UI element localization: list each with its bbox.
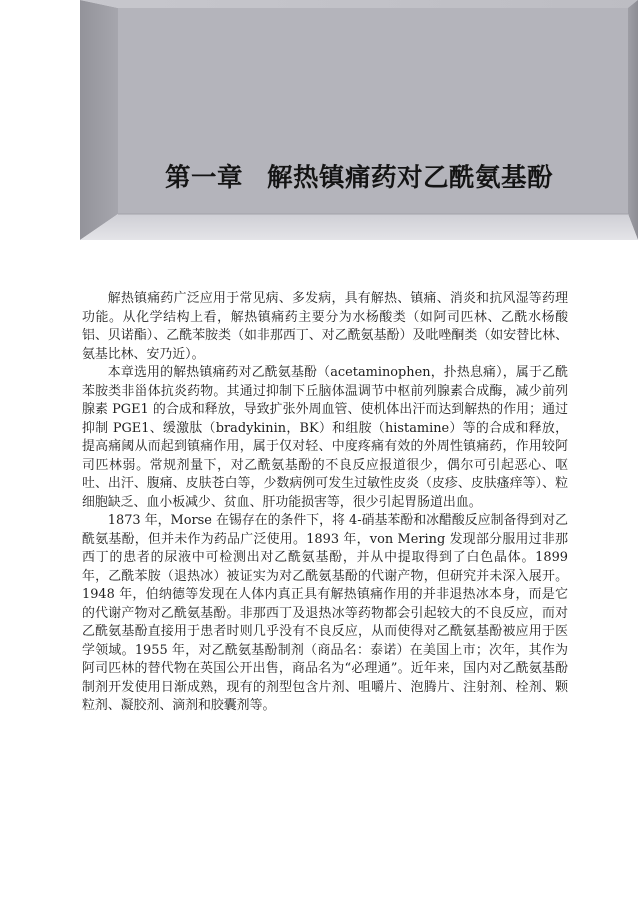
paragraph: 1873 年，Morse 在锡存在的条件下，将 4-硝基苯酚和冰醋酸反应制备得到对乙酰氨基酚，但并未作为药品广泛使用。1893 年，von Mering 发现部分服用过非那西丁的患者的尿液中可检测出对乙酰氨基酚，并从中提取得到了白色晶体。1899 年，乙酰苯胺（退热冰）被证实为对乙酰氨基酚的代谢产物，但研究并未深入展开。1948 年，伯纳德等发现在人体内真正具有解热镇痛作用的并非退热冰本身，而是它的代谢产物对乙酰氨基酚。非那西丁及退热冰等药物都会引起较大的不良反应，而对乙酰氨基酚直接用于患者时则几乎没有不良反应，从而使得对乙酰氨基酚被应用于医学领域。1955 年，对乙酰氨基酚制剂（商品名：泰诺）在美国上市；次年，其作为阿司匹林的替代物在英国公开出售，商品名为“必理通”。近年来，国内对乙酰氨基酚制剂开发使用日渐成熟，现有的剂型包含片剂、咀嚼片、泡腾片、注射剂、栓剂、颗粒剂、凝胶剂、滴剂和胶囊剂等。 (82, 513, 568, 713)
paragraph: 解热镇痛药广泛应用于常见病、多发病，具有解热、镇痛、消炎和抗风湿等药理功能。从化学结构上看，解热镇痛药主要分为水杨酸类（如阿司匹林、乙酰水杨酸铝、贝诺酯）、乙酰苯胺类（如非那西丁、对乙酰氨基酚）及吡唑酮类（如安替比林、氨基比林、安乃近）。 (82, 291, 568, 362)
body-text (82, 290, 568, 716)
chapter-banner (80, 0, 638, 240)
chapter-title (80, 158, 638, 194)
chapter-heading: 解热镇痛药对乙酰氨基酚 (267, 163, 554, 193)
paragraph: 本章选用的解热镇痛药对乙酰氨基酚（acetaminophen，扑热息痛），属于乙酰苯胺类非甾体抗炎药物。其通过抑制下丘脑体温调节中枢前列腺素合成酶，减少前列腺素 PGE1 的合成和释放，导致扩张外周血管、使机体出汗而达到解热的作用；通过抑制 PGE1、缓激肽（bradykinin，BK）和组胺（histamine）等的合成和释放，提高痛阈从而起到镇痛作用，属于仅对轻、中度疼痛有效的外周性镇痛药，作用较阿司匹林弱。常规剂量下，对乙酰氨基酚的不良反应报道很少，偶尔可引起恶心、呕吐、出汗、腹痛、皮肤苍白等，少数病例可发生过敏性皮炎（皮疹、皮肤瘙痒等）、粒细胞缺乏、血小板减少、贫血、肝功能损害等，很少引起胃肠道出血。 (82, 365, 568, 510)
chapter-number: 第一章 (164, 163, 243, 193)
